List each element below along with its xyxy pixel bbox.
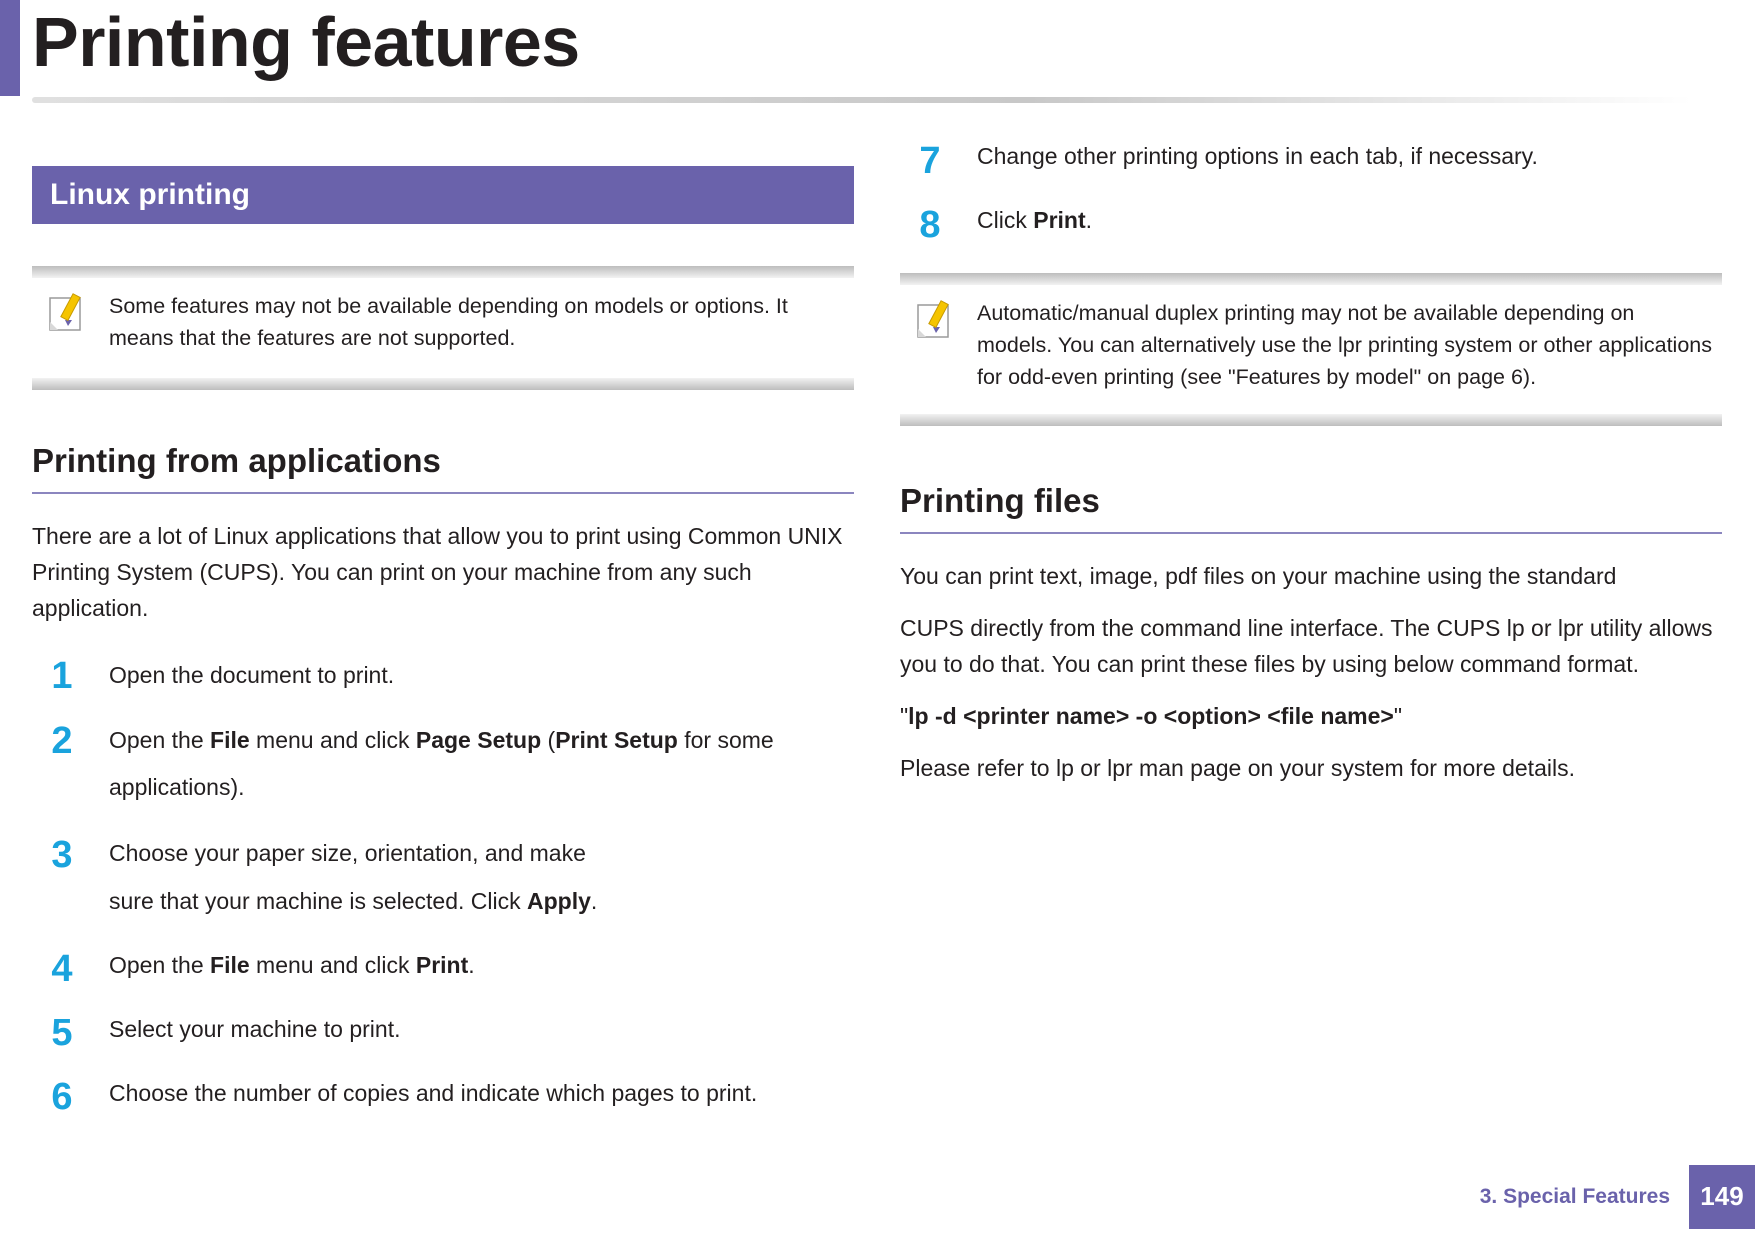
step-text: Open the File menu and click Print. — [109, 952, 475, 978]
note-pencil-icon — [916, 297, 954, 341]
title-divider — [32, 97, 1692, 103]
command-format: "lp -d <printer name> -o <option> <file name>" — [900, 703, 1403, 729]
files-paragraph-2: CUPS directly from the command line interface. The CUPS lp or lpr utility allows you to do that. You can print these files by using below command format. — [900, 615, 1713, 677]
note-bottom-rule — [900, 414, 1722, 426]
step-text: Choose the number of copies and indicate which pages to print. — [109, 1080, 758, 1106]
intro-paragraph: There are a lot of Linux applications that allow you to print using Common UNIX Printing System (CUPS). You can print on your machine from any such application. — [32, 523, 843, 621]
files-paragraph-3: Please refer to lp or lpr man page on your system for more details. — [900, 755, 1575, 781]
page-number: 149 — [1689, 1165, 1755, 1229]
heading-rule — [900, 532, 1722, 534]
step-number: 8 — [919, 204, 941, 246]
step-number: 5 — [51, 1012, 73, 1054]
section-title: Linux printing — [50, 178, 250, 211]
command-text: lp -d <printer name> -o <option> <file name> — [908, 703, 1394, 729]
step-text: Open the File menu and click Page Setup (Print Setup for some — [109, 727, 774, 753]
step-number: 3 — [51, 834, 73, 876]
heading-printing-from-applications: Printing from applications — [32, 442, 441, 479]
heading-printing-files: Printing files — [900, 482, 1100, 519]
step-text: Open the document to print. — [109, 662, 395, 688]
step-text: Select your machine to print. — [109, 1016, 401, 1042]
note-text: Some features may not be available depending on models or options. It means that the features are not supported. — [109, 294, 788, 350]
heading-rule — [32, 492, 854, 494]
note-box — [900, 273, 1722, 428]
note-pencil-icon — [48, 290, 86, 334]
title-accent-bar — [0, 0, 20, 96]
step-text-continued: sure that your machine is selected. Click Apply. — [109, 888, 598, 914]
step-number: 4 — [51, 948, 73, 990]
step-text: Click Print. — [977, 207, 1093, 233]
note-bottom-rule — [32, 378, 854, 390]
step-text-continued: applications). — [109, 774, 245, 800]
footer-chapter: 3. Special Features — [1479, 1185, 1670, 1208]
page-title: Printing features — [32, 3, 580, 81]
note-top-rule — [900, 273, 1722, 285]
step-text: Choose your paper size, orientation, and make — [109, 840, 586, 866]
step-number: 6 — [51, 1076, 73, 1118]
note-text: Automatic/manual duplex printing may not be available depending on models. You can alternatively use the lpr printing system or other applications for odd-even printing (see "Features by model" on page 6). — [977, 301, 1712, 389]
note-box — [32, 266, 854, 390]
step-number: 7 — [919, 140, 941, 182]
step-number: 1 — [51, 655, 73, 697]
step-text: Change other printing options in each tab, if necessary. — [977, 143, 1538, 169]
section-banner — [32, 166, 854, 224]
files-paragraph-1: You can print text, image, pdf files on your machine using the standard — [900, 563, 1617, 589]
note-top-rule — [32, 266, 854, 278]
step-number: 2 — [51, 720, 73, 762]
